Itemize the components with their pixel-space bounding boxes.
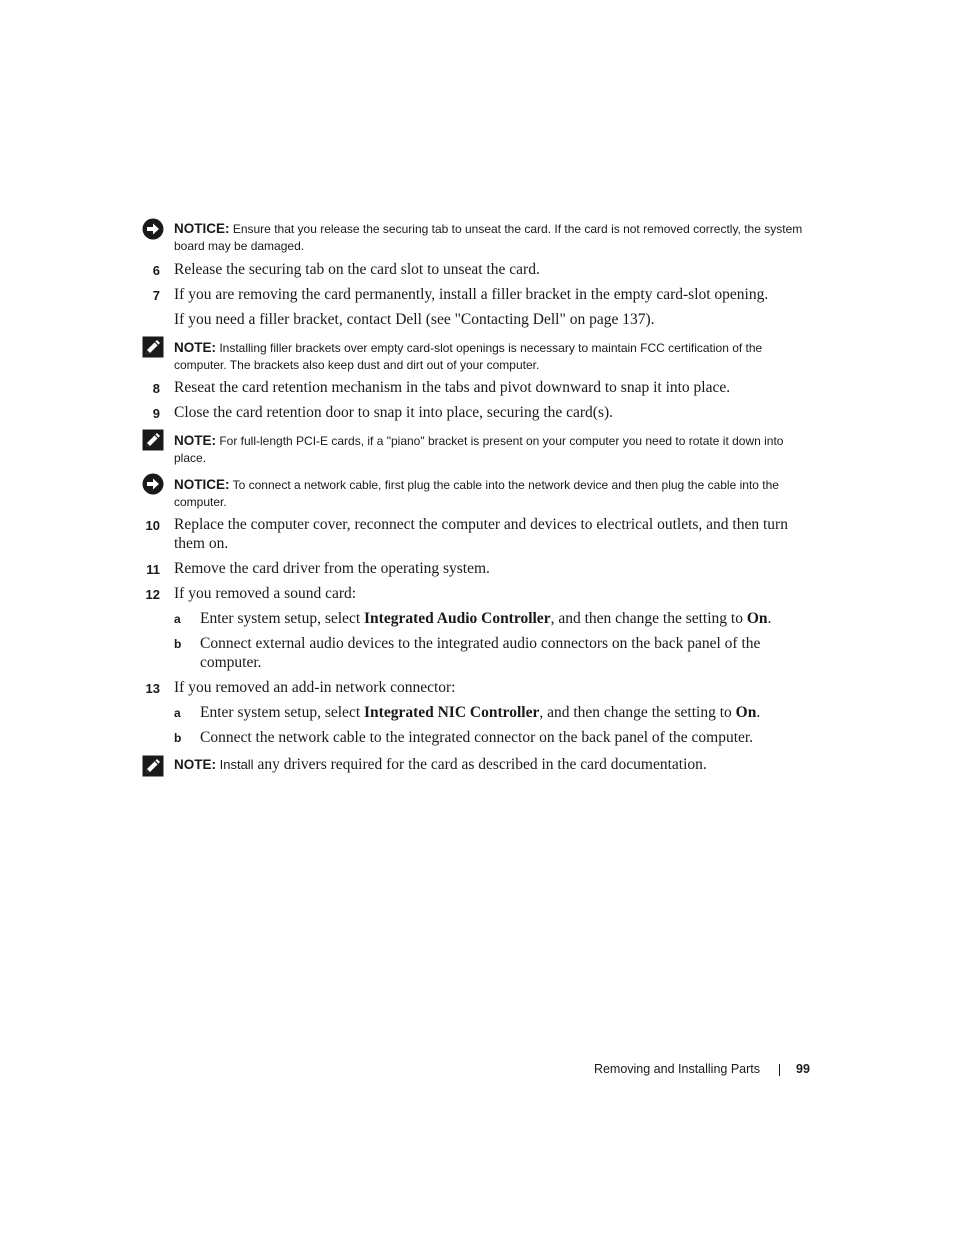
setting-name: Integrated Audio Controller xyxy=(364,610,551,627)
note-pencil-icon xyxy=(142,336,164,358)
note-text: Installing filler brackets over empty card-slot openings is necessary to maintain FCC certification of the computer. The brackets also keep dust and dirt out of your computer. xyxy=(174,341,763,372)
step-text: Replace the computer cover, reconnect the computer and devices to electrical outlets, and then turn them on. xyxy=(174,516,788,552)
footer-divider xyxy=(779,1064,780,1076)
notice-arrow-icon xyxy=(142,218,164,240)
note-block xyxy=(174,755,824,775)
step-text: Release the securing tab on the card slot to unseat the card. xyxy=(174,261,540,278)
step-text: If you are removing the card permanently, install a filler bracket in the empty card-slot opening. xyxy=(174,286,769,303)
step-number: 7 xyxy=(152,288,160,303)
substep-text: Connect the network cable to the integrated connector on the back panel of the computer. xyxy=(200,729,754,746)
setting-value: On xyxy=(746,610,768,627)
substep-text xyxy=(200,609,800,628)
step-number: 8 xyxy=(152,381,160,396)
step-text: If you removed a sound card: xyxy=(174,585,357,602)
note-text: any drivers required for the card as described in the card documentation. xyxy=(253,756,707,773)
notice-text: Ensure that you release the securing tab to unseat the card. If the card is not removed correctly, the system board may be damaged. xyxy=(174,222,803,253)
step-text: Reseat the card retention mechanism in the tabs and pivot downward to snap it into place. xyxy=(174,379,731,396)
step-number: 13 xyxy=(145,681,160,696)
notice-label: NOTICE: xyxy=(174,221,230,236)
setting-name: Integrated NIC Controller xyxy=(364,704,540,721)
step-text: Remove the card driver from the operating system. xyxy=(174,560,490,577)
notice-block xyxy=(174,220,814,255)
substep-letter: b xyxy=(174,731,182,745)
note-block xyxy=(174,339,814,374)
notice-label: NOTICE: xyxy=(174,477,230,492)
substep-text-part: , and then change the setting to xyxy=(550,610,747,627)
notice-arrow-icon xyxy=(142,473,164,495)
step-number: 10 xyxy=(145,518,160,533)
substep-text-part: . xyxy=(767,610,772,627)
step-number: 9 xyxy=(152,406,160,421)
note-text: For full-length PCI-E cards, if a "piano" bracket is present on your computer you need to rotate it down into place. xyxy=(174,434,784,465)
substep-text: Connect external audio devices to the integrated audio connectors on the back panel of the computer. xyxy=(200,635,761,671)
step-number: 11 xyxy=(146,562,160,577)
substep-text-part: , and then change the setting to xyxy=(539,704,736,721)
note-label: NOTE: xyxy=(174,757,216,772)
substep-letter: a xyxy=(174,612,181,626)
step-text: Close the card retention door to snap it into place, securing the card(s). xyxy=(174,404,614,421)
note-pencil-icon xyxy=(142,429,164,451)
substep-text-part: . xyxy=(756,704,761,721)
notice-block xyxy=(174,476,814,511)
setting-value: On xyxy=(735,704,757,721)
note-pencil-icon xyxy=(142,755,164,777)
notice-text: To connect a network cable, first plug the cable into the network device and then plug the cable into the computer. xyxy=(174,478,779,509)
note-label: NOTE: xyxy=(174,433,216,448)
step-number: 12 xyxy=(145,587,160,602)
note-label: NOTE: xyxy=(174,340,216,355)
step-continuation: If you need a filler bracket, contact Dell (see "Contacting Dell" on page 137). xyxy=(174,311,655,328)
page-number: 99 xyxy=(796,1062,810,1076)
substep-text xyxy=(200,703,800,722)
substep-letter: a xyxy=(174,706,181,720)
note-text-part: Install xyxy=(216,757,254,772)
substep-letter: b xyxy=(174,637,182,651)
note-block xyxy=(174,432,814,467)
footer-section-title: Removing and Installing Parts xyxy=(593,1062,760,1076)
step-number: 6 xyxy=(152,263,160,278)
substep-text-part: Enter system setup, select xyxy=(200,704,364,721)
substep-text-part: Enter system setup, select xyxy=(200,610,364,627)
step-text: If you removed an add-in network connector: xyxy=(174,679,456,696)
